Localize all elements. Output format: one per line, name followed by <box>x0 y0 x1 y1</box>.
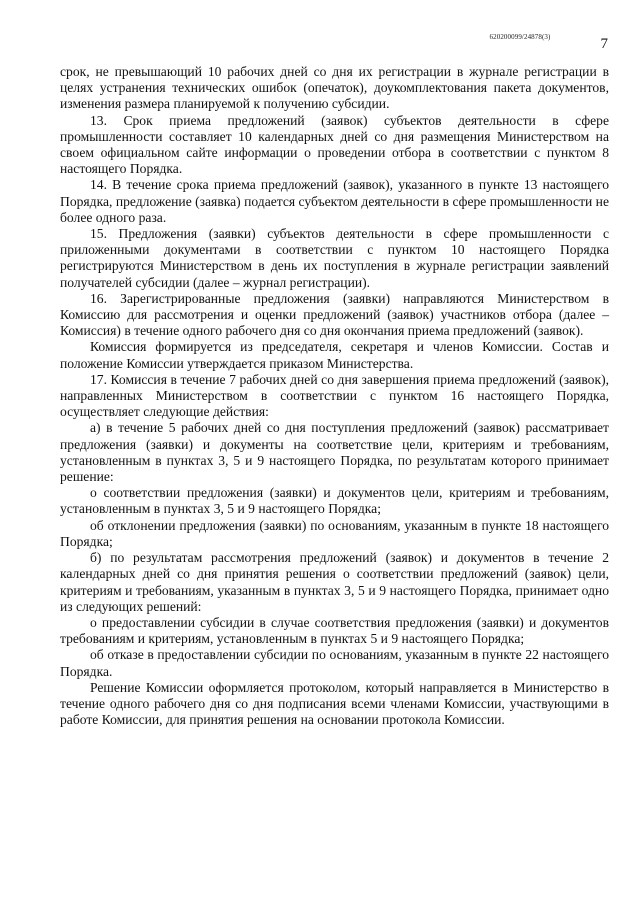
paragraph-continuation: срок, не превышающий 10 рабочих дней со дня их регистрации в журнале регистрации в целях устранения технических ошибок (опечаток), доукомплектования пакета документов, изменения размера планируемой к получению субсидии. <box>60 64 609 112</box>
paragraph-14: 14. В течение срока приема предложений (заявок), указанного в пункте 13 настоящего Порядка, предложение (заявка) подается субъектом деятельности в сфере промышленности не более одного раза. <box>60 177 609 225</box>
paragraph-16: 16. Зарегистрированные предложения (заявки) направляются Министерством в Комиссию для рассмотрения и оценки предложений (заявок) участников отбора (далее – Комиссия) в течение одного рабочего дня со дня окончания приема предложений (заявок). <box>60 290 609 339</box>
paragraph-17a-compliance: о соответствии предложения (заявки) и документов цели, критериям и требованиям, установленным в пунктах 3, 5 и 9 настоящего Порядка; <box>60 485 609 517</box>
paragraph-17: 17. Комиссия в течение 7 рабочих дней со дня завершения приема предложений (заявок), направленных Министерством в соответствии с пунктом 16 настоящего Порядка, осуществляет следующие действия: <box>60 371 609 420</box>
paragraph-commission-decision: Решение Комиссии оформляется протоколом, который направляется в Министерство в течение одного рабочего дня со дня подписания всеми членами Комиссии, участвующими в работе Комиссии, для принятия решения на основании протокола Комиссии. <box>60 679 609 728</box>
paragraph-commission-composition: Комиссия формируется из председателя, секретаря и членов Комиссии. Состав и положение Комиссии утверждается приказом Министерства. <box>60 339 609 371</box>
paragraph-17b-grant: о предоставлении субсидии в случае соответствия предложения (заявки) и документов требованиям и критериям, установленным в пунктах 5 и 9 настоящего Порядка; <box>60 614 609 647</box>
paragraph-17b: б) по результатам рассмотрения предложений (заявок) и документов в течение 2 календарных дней со дня принятия решения о соответствии предложений (заявок) цели, критериям и требованиям, указанным в пунктах 3, 5 и 9 настоящего Порядка, принимает одно из следующих решений: <box>60 550 609 614</box>
paragraph-17a-rejection: об отклонении предложения (заявки) по основаниям, указанным в пункте 18 настоящего Порядка; <box>60 517 609 549</box>
page-number: 7 <box>600 36 608 52</box>
paragraph-17b-refusal: об отказе в предоставлении субсидии по основаниям, указанным в пункте 22 настоящего Порядка. <box>60 647 609 679</box>
document-code: 620200099/24878(3) <box>489 33 551 41</box>
paragraph-17a: а) в течение 5 рабочих дней со дня поступления предложений (заявок) рассматривает предложения (заявки) и документы на соответствие цели, критериям и требованиям, установленным в пунктах 3, 5 и 9 настоящего Порядка, по результатам которого принимает решение: <box>60 420 609 485</box>
paragraph-13: 13. Срок приема предложений (заявок) субъектов деятельности в сфере промышленности составляет 10 календарных дней со дня размещения Министерством на своем официальном сайте информации о проведении отбора в соответствии с пунктом 8 настоящего Порядка. <box>60 112 609 177</box>
document-body <box>60 64 609 728</box>
paragraph-15: 15. Предложения (заявки) субъектов деятельности в сфере промышленности с приложенными документами в соответствии с пунктом 10 настоящего Порядка регистрируются Министерством в день их поступления в журнале регистрации заявлений получателей субсидии (далее – журнал регистрации). <box>60 226 609 290</box>
